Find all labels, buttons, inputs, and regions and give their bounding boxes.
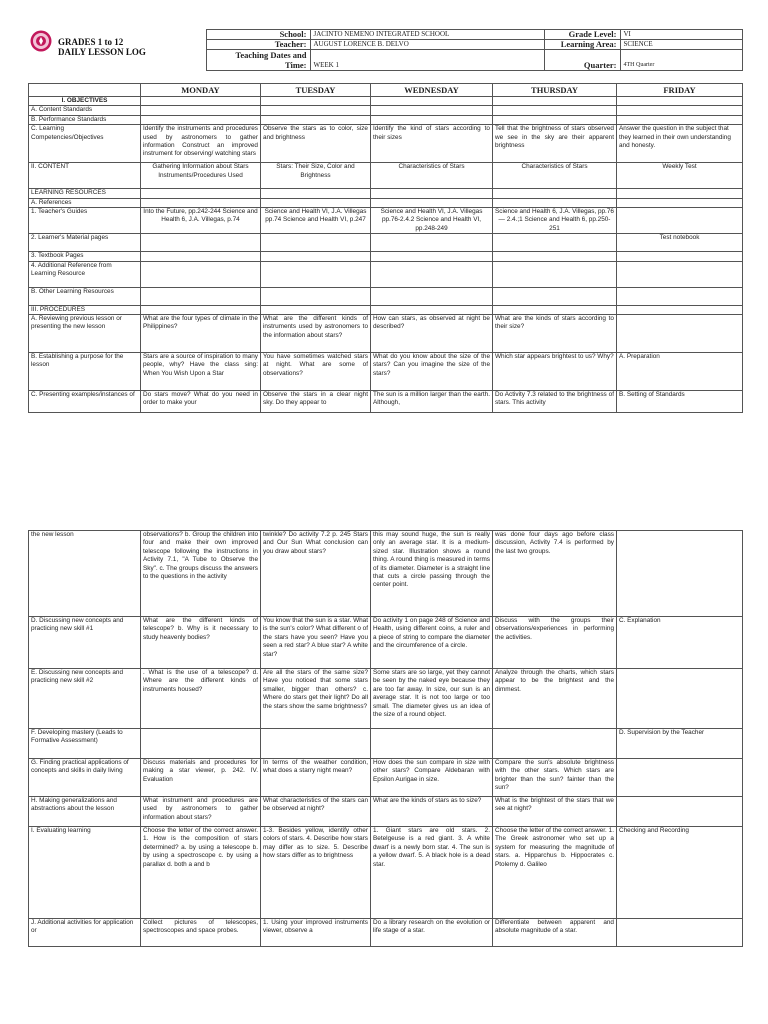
table-cell-monday: Stars are a source of inspiration to many people, why? Have the class sing: When You Wish Upon a Star [141,353,261,391]
table-cell-tuesday [261,305,371,314]
table-cell-tuesday: Are all the stars of the same size? Have you noticed that some stars smaller, bigger than others? c. Where do stars get their light? Do all the stars show the same brightness? [261,669,371,729]
table-cell-tuesday: 1. Using your improved instruments viewer, observe a [261,919,371,947]
table-cell-tuesday [261,115,371,124]
table-cell-tuesday: In terms of the weather condition, what does a starry night mean? [261,759,371,797]
table-cell-monday [141,729,261,759]
table-cell-monday [141,97,261,106]
table-cell-monday: . What is the use of a telescope? d. Where are the different kinds of instruments housed? [141,669,261,729]
table-row [29,234,743,252]
table-cell-wednesday: Do a library research on the evolution or life stage of a star. [371,919,493,947]
table-cell-friday [617,531,743,617]
row-label: F. Developing mastery (Leads to Formative Assessment) [29,729,141,759]
day-header-blank [29,84,141,97]
table-cell-tuesday: What are the different kinds of instruments used by astronomers to the information about stars? [261,315,371,353]
page-2 [0,530,768,1024]
table-cell-friday [617,208,743,234]
table-cell-monday [141,287,261,305]
table-row [29,759,743,797]
row-label: J. Additional activities for application or [29,919,141,947]
table-cell-monday: Into the Future, pp.242-244 Science and Health 6, J.A. Villegas, p.74 [141,208,261,234]
day-header-wednesday: WEDNESDAY [371,84,493,97]
table-cell-wednesday: this may sound huge, the sun is really only an average star. It is a medium-sized star. Illustration shows a round thing. A round thing is measured in terms of its diameter. Diameter is a straight line that cuts a circle passing through the center point. [371,531,493,617]
table-row [29,208,743,234]
table-cell-monday: observations? b. Group the children into four and make their own improved telescope following the instructions in Activity 7.1, "A Tube to Observe the Sky". c. The groups discuss the answers to the questions in the activity [141,531,261,617]
table-cell-friday [617,261,743,287]
row-label: B. Performance Standards [29,115,141,124]
table-cell-monday: Identify the instruments and procedures used by astronomers to gather information Construct an improved instrument for observing/ watching stars [141,125,261,163]
table-row [29,125,743,163]
table-row [29,252,743,261]
table-cell-friday: C. Explanation [617,617,743,669]
table-cell-wednesday [371,252,493,261]
table-cell-tuesday [261,97,371,106]
day-header-row [29,84,743,97]
table-cell-thursday [493,106,617,115]
table-row [29,669,743,729]
row-label: G. Finding practical applications of concepts and skills in daily living [29,759,141,797]
table-cell-friday [617,106,743,115]
table-cell-wednesday [371,261,493,287]
table-cell-friday: Checking and Recording [617,827,743,919]
row-label: C. Presenting examples/instances of [29,391,141,413]
table-cell-thursday [493,287,617,305]
table-row [29,189,743,198]
day-header-tuesday: TUESDAY [261,84,371,97]
row-label: the new lesson [29,531,141,617]
table-cell-wednesday: Do activity 1 on page 248 of Science and Health, using different coins, a ruler and a piece of string to compare the diameter and the circumference of a circle. [371,617,493,669]
table-cell-wednesday [371,305,493,314]
dates-label-line-2: Time: [284,60,307,70]
table-row [29,115,743,124]
teacher-label: Teacher: [206,40,310,50]
table-cell-wednesday: 1. Giant stars are old stars. 2. Betelgeuse is a red giant. 3. A white dwarf is a newly born star. 4. The sun is a yellow dwarf. 5. A black hole is a dead star. [371,827,493,919]
row-label: E. Discussing new concepts and practicing new skill #2 [29,669,141,729]
teacher-value: AUGUST LORENCE B. DELVO [310,40,544,50]
table-cell-monday [141,198,261,207]
table-cell-monday: Gathering Information about Stars Instruments/Procedures Used [141,163,261,189]
table-cell-thursday: Characteristics of Stars [493,163,617,189]
table-cell-wednesday: The sun is a million larger than the earth. Although, [371,391,493,413]
table-row [29,261,743,287]
table-cell-monday [141,252,261,261]
table-cell-thursday: Tell that the brightness of stars observed we see in the sky are their apparent brightness [493,125,617,163]
table-cell-thursday [493,115,617,124]
table-cell-thursday [493,189,617,198]
grade-value: VI [620,30,742,40]
table-cell-tuesday: twinkle? Do activity 7.2 p. 245 Stars and Our Sun What conclusion can you draw about stars? [261,531,371,617]
dates-label [206,50,310,71]
table-cell-monday: What are the four types of climate in the Philippines? [141,315,261,353]
row-label: 4. Additional Reference from Learning Resource [29,261,141,287]
table-cell-friday [617,198,743,207]
table-cell-friday: A. Preparation [617,353,743,391]
table-cell-monday [141,305,261,314]
table-cell-tuesday: Observe the stars in a clear night sky. Do they appear to [261,391,371,413]
row-label: H. Making generalizations and abstractions about the lesson [29,797,141,827]
table-cell-tuesday: Stars: Their Size, Color and Brightness [261,163,371,189]
table-cell-wednesday: Characteristics of Stars [371,163,493,189]
row-label: A. Content Standards [29,106,141,115]
dates-label-line-1: Teaching Dates and [235,50,307,60]
row-label: I. Evaluating learning [29,827,141,919]
table-cell-monday: Do stars move? What do you need in order to make your [141,391,261,413]
brand-line-2: DAILY LESSON LOG [58,47,146,57]
table-cell-friday: Answer the question in the subject that they learned in their own understanding and honesty. [617,125,743,163]
table-cell-monday: Discuss materials and procedures for making a star viewer, p. 242. IV. Evaluation [141,759,261,797]
table-cell-friday [617,115,743,124]
area-value: SCIENCE [620,40,742,50]
table-cell-friday: Weekly Test [617,163,743,189]
brand-line-1: GRADES 1 to 12 [58,37,124,47]
row-label: 2. Learner's Material pages [29,234,141,252]
table-cell-tuesday [261,729,371,759]
row-label: LEARNING RESOURCES [29,189,141,198]
table-cell-wednesday [371,729,493,759]
table-cell-wednesday [371,106,493,115]
table-cell-monday [141,261,261,287]
table-cell-monday [141,106,261,115]
table-row [29,305,743,314]
day-header-friday: FRIDAY [617,84,743,97]
table-row [29,827,743,919]
row-label: C. Learning Competencies/Objectives [29,125,141,163]
table-cell-thursday [493,261,617,287]
table-cell-tuesday [261,189,371,198]
table-cell-thursday: Do Activity 7.3 related to the brightness of stars. This activity [493,391,617,413]
table-cell-friday [617,315,743,353]
table-cell-thursday [493,234,617,252]
table-cell-friday [617,287,743,305]
table-cell-thursday: Differentiate between apparent and absolute magnitude of a star. [493,919,617,947]
table-cell-tuesday: You know that the sun is a star. What is the sun's color? What different o of the stars have you seen? Have you seen a red star? A blue star? A white star? [261,617,371,669]
day-header-monday: MONDAY [141,84,261,97]
table-cell-wednesday [371,189,493,198]
table-cell-friday [617,305,743,314]
table-cell-thursday [493,97,617,106]
table-cell-friday [617,97,743,106]
table-cell-tuesday: 1-3. Besides yellow, identify other colors of stars. 4. Describe how stars may differ as to size. 5. Describe how stars differ as to brightness [261,827,371,919]
row-label: B. Other Learning Resources [29,287,141,305]
row-label: A. References [29,198,141,207]
table-cell-monday [141,115,261,124]
table-cell-friday: Test notebook [617,234,743,252]
table-row [29,97,743,106]
page-1 [0,0,768,500]
table-row [29,353,743,391]
table-cell-wednesday: What are the kinds of stars as to size? [371,797,493,827]
table-cell-wednesday: Some stars are so large, yet they cannot be seen by the naked eye because they are too far away. In size, our sun is an average star. It is not too large or too small. The diameter gives us an idea of the size of a round object. [371,669,493,729]
table-cell-friday [617,252,743,261]
table-cell-thursday: Which star appears brightest to us? Why? [493,353,617,391]
quarter-value: 4TH Quarter [620,50,742,71]
school-value: JACINTO NEMENO INTEGRATED SCHOOL [310,30,544,40]
table-cell-monday: What are the different kinds of telescope? b. Why is it necessary to study heavenly bodies? [141,617,261,669]
grade-label: Grade Level: [544,30,620,40]
table-cell-thursday: What are the kinds of stars according to their size? [493,315,617,353]
table-cell-friday [617,189,743,198]
day-header-thursday: THURSDAY [493,84,617,97]
table-cell-thursday [493,305,617,314]
page-2-rows [29,531,743,947]
table-cell-tuesday [261,198,371,207]
table-cell-monday [141,189,261,198]
table-cell-tuesday: Observe the stars as to color, size and brightness [261,125,371,163]
table-row [29,617,743,669]
row-label: A. Reviewing previous lesson or presenting the new lesson [29,315,141,353]
table-cell-friday: D. Supervision by the Teacher [617,729,743,759]
table-row [29,531,743,617]
table-cell-thursday: was done four days ago before class discussion, Activity 7.4 is performed by the last two groups. [493,531,617,617]
table-cell-monday [141,234,261,252]
table-cell-friday [617,759,743,797]
table-cell-monday: Collect pictures of telescopes, spectroscopes and space probes. [141,919,261,947]
table-cell-wednesday: Identify the kind of stars according to their sizes [371,125,493,163]
table-cell-thursday: Choose the letter of the correct answer. 1. The Greek astronomer who set up a system for measuring the magnitude of stars. a. Hipparchus b. Hippocrates c. Ptolemy d. Galileo [493,827,617,919]
table-cell-wednesday [371,97,493,106]
table-row [29,163,743,189]
row-label: II. CONTENT [29,163,141,189]
table-cell-tuesday [261,106,371,115]
dates-value: WEEK 1 [310,50,544,71]
table-cell-monday: Choose the letter of the correct answer. 1. How is the composition of stars determined? a. by using a telescope b. by using a spectroscope c. by using a parallax d. both a and b [141,827,261,919]
row-label: I. OBJECTIVES [29,97,141,106]
table-cell-monday: What instrument and procedures are used by astronomers to gather information about stars? [141,797,261,827]
table-cell-tuesday: Science and Health VI, J.A. Villegas pp.74 Science and Health VI, p.247 [261,208,371,234]
table-cell-wednesday [371,287,493,305]
table-cell-thursday [493,252,617,261]
table-cell-friday [617,669,743,729]
table-cell-tuesday: What characteristics of the stars can be observed at night? [261,797,371,827]
table-cell-thursday: Discuss with the groups their observations/experiences in performing the activities. [493,617,617,669]
lesson-table-page-2 [28,530,743,947]
table-cell-thursday: What is the brightest of the stars that we see at night? [493,797,617,827]
table-row [29,797,743,827]
page-1-rows [29,97,743,413]
table-cell-friday: B. Setting of Standards [617,391,743,413]
header-table [28,29,743,71]
row-label: 3. Textbook Pages [29,252,141,261]
table-cell-wednesday [371,115,493,124]
table-row [29,315,743,353]
table-cell-wednesday: What do you know about the size of the stars? Can you imagine the size of the stars? [371,353,493,391]
table-row [29,729,743,759]
table-row [29,198,743,207]
table-row [29,106,743,115]
table-cell-tuesday [261,287,371,305]
table-cell-wednesday: How can stars, as observed at night be described? [371,315,493,353]
table-cell-wednesday [371,198,493,207]
area-label: Learning Area: [544,40,620,50]
table-cell-tuesday [261,261,371,287]
table-cell-thursday: Science and Health 6, J.A. Villegas, pp.76 — 2.4.;1 Science and Health 6, pp.250-251 [493,208,617,234]
table-row [29,391,743,413]
row-label: 1. Teacher's Guides [29,208,141,234]
table-row [29,287,743,305]
table-cell-wednesday [371,234,493,252]
table-cell-thursday: Analyze through the charts, which stars appear to be the brightest and the dimmest. [493,669,617,729]
quarter-label: Quarter: [544,50,620,71]
table-row [29,919,743,947]
table-cell-friday [617,797,743,827]
table-cell-thursday [493,198,617,207]
table-cell-wednesday: Science and Health VI, J.A. Villegas pp.76-2.4.2 Science and Health VI, pp.248-249 [371,208,493,234]
school-label: School: [206,30,310,40]
row-label: D. Discussing new concepts and practicing new skill #1 [29,617,141,669]
table-cell-tuesday [261,252,371,261]
lesson-table-page-1 [28,83,743,413]
table-cell-thursday: Compare the sun's absolute brightness with the other stars. Which stars are brighter than the sun? fainter than the sun? [493,759,617,797]
table-cell-friday [617,919,743,947]
table-cell-wednesday: How does the sun compare in size with other stars? Compare Aldebaran with Epsilon Aurigae in size. [371,759,493,797]
table-cell-tuesday: You have sometimes watched stars at night. What are some of observations? [261,353,371,391]
table-cell-thursday [493,729,617,759]
row-label: III. PROCEDURES [29,305,141,314]
table-cell-tuesday [261,234,371,252]
row-label: B. Establishing a purpose for the lesson [29,353,141,391]
